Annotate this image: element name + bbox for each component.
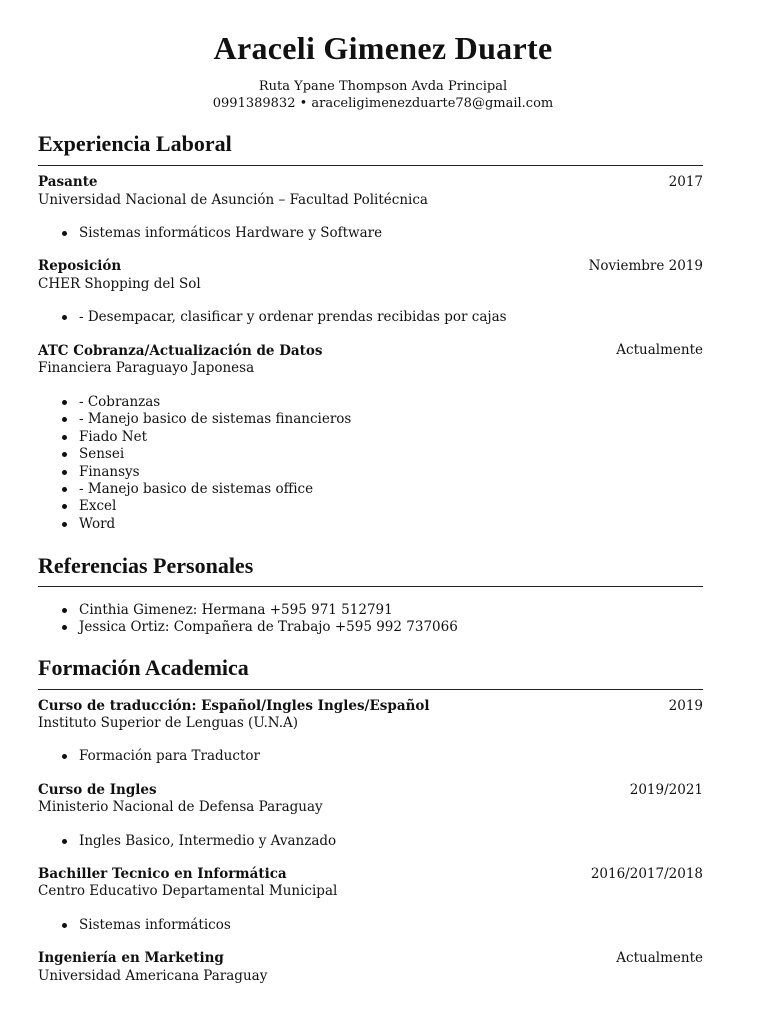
entry-organization: Centro Educativo Departamental Municipal <box>38 883 338 899</box>
bullet-item: Finansys <box>38 464 351 481</box>
bullet-item: Excel <box>38 498 351 515</box>
entry-date: 2016/2017/2018 <box>590 866 703 882</box>
bullet-list <box>38 309 507 326</box>
candidate-name: Araceli Gimenez Duarte <box>213 30 553 66</box>
entry-title: Curso de traducción: Español/Ingles Ingles/Español <box>38 698 430 714</box>
bullet-list <box>38 833 336 850</box>
entry-date: Noviembre 2019 <box>588 258 703 274</box>
bullet-item: Sistemas informáticos <box>38 917 231 934</box>
entry-organization: Universidad Americana Paraguay <box>38 968 268 984</box>
bullet-item: - Manejo basico de sistemas financieros <box>38 411 351 428</box>
entry-organization: Ministerio Nacional de Defensa Paraguay <box>38 799 323 815</box>
entry-organization: Universidad Nacional de Asunción – Facultad Politécnica <box>38 192 428 208</box>
address: Ruta Ypane Thompson Avda Principal <box>258 79 508 94</box>
entry-date: 2019 <box>668 698 703 714</box>
bullet-item: Fiado Net <box>38 429 351 446</box>
references-list <box>38 602 458 637</box>
section-title-experience: Experiencia Laboral <box>38 131 232 156</box>
bullet-list <box>38 917 231 934</box>
entry-date: 2019/2021 <box>629 782 703 798</box>
reference-item: Cinthia Gimenez: Hermana +595 971 512791 <box>38 602 458 619</box>
entry-organization: CHER Shopping del Sol <box>38 276 201 292</box>
bullet-item: Ingles Basico, Intermedio y Avanzado <box>38 833 336 850</box>
bullet-list <box>38 225 382 242</box>
contact-line: 0991389832 • araceligimenezduarte78@gmail.com <box>212 96 554 111</box>
entry-title: Bachiller Tecnico en Informática <box>38 866 287 882</box>
section-divider <box>38 689 703 690</box>
entry-date: Actualmente <box>616 950 703 966</box>
entry-organization: Financiera Paraguayo Japonesa <box>38 360 255 376</box>
entry-organization: Instituto Superior de Lenguas (U.N.A) <box>38 715 299 731</box>
entry-date: 2017 <box>668 174 703 190</box>
bullet-item: Formación para Traductor <box>38 748 260 765</box>
bullet-list <box>38 394 351 533</box>
entry-title: Curso de Ingles <box>38 782 157 798</box>
section-title-references: Referencias Personales <box>38 553 254 578</box>
bullet-item: Sistemas informáticos Hardware y Software <box>38 225 382 242</box>
reference-item: Jessica Ortiz: Compañera de Trabajo +595 992 737066 <box>38 619 458 636</box>
entry-title: Reposición <box>38 258 122 274</box>
bullet-item: - Desempacar, clasificar y ordenar prendas recibidas por cajas <box>38 309 507 326</box>
bullet-item: Sensei <box>38 446 351 463</box>
entry-title: ATC Cobranza/Actualización de Datos <box>38 343 323 359</box>
section-divider <box>38 586 703 587</box>
bullet-list <box>38 748 260 765</box>
entry-title: Pasante <box>38 174 98 190</box>
section-title-education: Formación Academica <box>38 655 249 680</box>
entry-title: Ingeniería en Marketing <box>38 950 224 966</box>
section-divider <box>38 165 703 166</box>
bullet-item: Word <box>38 516 351 533</box>
bullet-item: - Manejo basico de sistemas office <box>38 481 351 498</box>
entry-date: Actualmente <box>616 342 703 358</box>
bullet-item: - Cobranzas <box>38 394 351 411</box>
